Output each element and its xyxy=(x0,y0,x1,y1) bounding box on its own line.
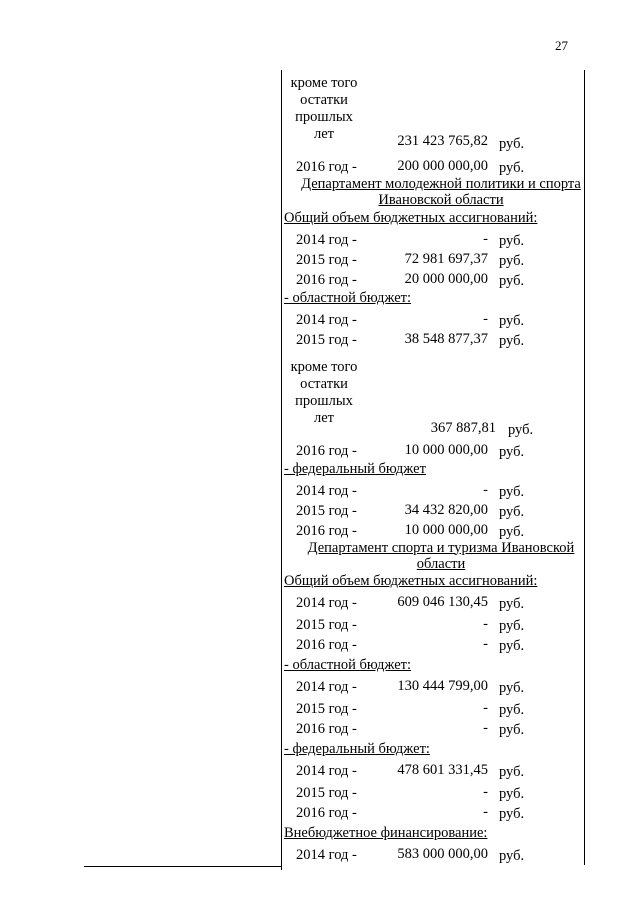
currency-unit: руб. xyxy=(499,722,525,739)
currency-unit: руб. xyxy=(499,848,525,865)
table-left-border xyxy=(281,70,282,870)
year-label: 2014 год - xyxy=(296,311,357,328)
amount-value: 10 000 000,00 xyxy=(404,441,488,458)
currency-unit: руб. xyxy=(499,160,525,176)
amount-value: 20 000 000,00 xyxy=(404,270,488,287)
amount-value: - xyxy=(483,616,488,633)
spacer xyxy=(284,349,584,359)
year-label: 2015 год - xyxy=(296,701,357,718)
budget-column xyxy=(284,75,584,866)
currency-unit: руб. xyxy=(499,596,525,613)
section-heading: Общий объем бюджетных ассигнований: xyxy=(284,573,538,590)
currency-unit: руб. xyxy=(499,272,525,289)
year-label: 2016 год - xyxy=(296,271,357,288)
section-heading: - федеральный бюджет xyxy=(284,460,426,477)
amount-value: - xyxy=(483,310,488,327)
amount-value: - xyxy=(483,230,488,247)
year-row xyxy=(284,309,584,329)
currency-unit: руб. xyxy=(499,232,525,249)
amount-value: 38 548 877,37 xyxy=(404,330,488,347)
year-row xyxy=(284,782,584,802)
section-heading: Общий объем бюджетных ассигнований: xyxy=(284,209,538,226)
table-right-border xyxy=(584,70,585,865)
year-label: 2015 год - xyxy=(296,617,357,634)
currency-unit: руб. xyxy=(499,443,525,460)
carryover-note-row xyxy=(284,75,584,156)
year-row xyxy=(284,520,584,540)
currency-unit: руб. xyxy=(499,523,525,540)
amount-value: - xyxy=(483,804,488,821)
amount-value: - xyxy=(483,700,488,717)
year-label: 2016 год - xyxy=(296,159,357,175)
year-row xyxy=(284,698,584,718)
year-row xyxy=(284,592,584,614)
amount-value: - xyxy=(483,636,488,653)
section-heading: - федеральный бюджет: xyxy=(284,741,430,758)
amount-value: 367 887,81 xyxy=(430,419,496,436)
year-label: 2014 год - xyxy=(296,763,357,780)
year-row xyxy=(284,156,584,176)
year-row xyxy=(284,634,584,656)
year-label: 2014 год - xyxy=(296,231,357,248)
currency-unit: руб. xyxy=(508,421,534,438)
year-row xyxy=(284,614,584,634)
currency-unit: руб. xyxy=(499,618,525,635)
year-label: 2016 год - xyxy=(296,442,357,459)
currency-unit: руб. xyxy=(499,764,525,781)
amount-value: 10 000 000,00 xyxy=(404,521,488,538)
amount-value: 34 432 820,00 xyxy=(404,501,488,518)
currency-unit: руб. xyxy=(499,806,525,823)
amount-value: 609 046 130,45 xyxy=(397,594,488,611)
year-row xyxy=(284,269,584,289)
year-row xyxy=(284,249,584,269)
amount-value: 200 000 000,00 xyxy=(397,158,488,174)
department-heading: Департамент спорта и туризма Ивановской области xyxy=(307,539,575,572)
amount-value: 130 444 799,00 xyxy=(397,678,488,695)
year-row xyxy=(284,676,584,698)
carryover-note-text: кроме того остатки прошлых лет xyxy=(290,75,358,142)
page-number: 27 xyxy=(555,38,568,53)
currency-unit: руб. xyxy=(499,483,525,500)
amount-value: - xyxy=(483,784,488,801)
amount-value: - xyxy=(483,720,488,737)
year-label: 2016 год - xyxy=(296,721,357,738)
currency-unit: руб. xyxy=(499,638,525,655)
currency-unit: руб. xyxy=(499,786,525,803)
currency-unit: руб. xyxy=(499,702,525,719)
amount-value: 583 000 000,00 xyxy=(397,846,488,863)
currency-unit: руб. xyxy=(499,252,525,269)
amount-value: 72 981 697,37 xyxy=(404,250,488,267)
year-row xyxy=(284,500,584,520)
year-row xyxy=(284,718,584,740)
amount-value: - xyxy=(483,481,488,498)
year-row xyxy=(284,229,584,249)
carryover-note-text: кроме того остатки прошлых лет xyxy=(290,358,358,426)
year-row xyxy=(284,844,584,866)
section-heading: - областной бюджет: xyxy=(284,657,412,674)
carryover-note-row xyxy=(284,359,584,440)
currency-unit: руб. xyxy=(499,680,525,697)
year-label: 2016 год - xyxy=(296,805,357,822)
amount-value: 478 601 331,45 xyxy=(397,762,488,779)
currency-unit: руб. xyxy=(499,136,525,152)
currency-unit: руб. xyxy=(499,503,525,520)
year-row xyxy=(284,480,584,500)
year-label: 2016 год - xyxy=(296,637,357,654)
year-row xyxy=(284,760,584,782)
year-label: 2014 год - xyxy=(296,847,357,864)
year-row xyxy=(284,329,584,349)
year-label: 2015 год - xyxy=(296,251,357,268)
section-heading: Внебюджетное финансирование: xyxy=(284,825,488,842)
year-row xyxy=(284,440,584,460)
currency-unit: руб. xyxy=(499,312,525,329)
year-label: 2015 год - xyxy=(296,502,357,519)
table-bottom-border xyxy=(84,866,281,867)
year-row xyxy=(284,802,584,824)
currency-unit: руб. xyxy=(499,332,525,349)
year-label: 2015 год - xyxy=(296,785,357,802)
year-label: 2014 год - xyxy=(296,595,357,612)
year-label: 2015 год - xyxy=(296,331,357,348)
year-label: 2014 год - xyxy=(296,679,357,696)
department-heading: Департамент молодежной политики и спорта Ивановской области xyxy=(301,176,581,209)
amount-value: 231 423 765,82 xyxy=(397,133,488,149)
section-heading: - областной бюджет: xyxy=(284,289,412,306)
year-label: 2014 год - xyxy=(296,482,357,499)
year-label: 2016 год - xyxy=(296,522,357,539)
